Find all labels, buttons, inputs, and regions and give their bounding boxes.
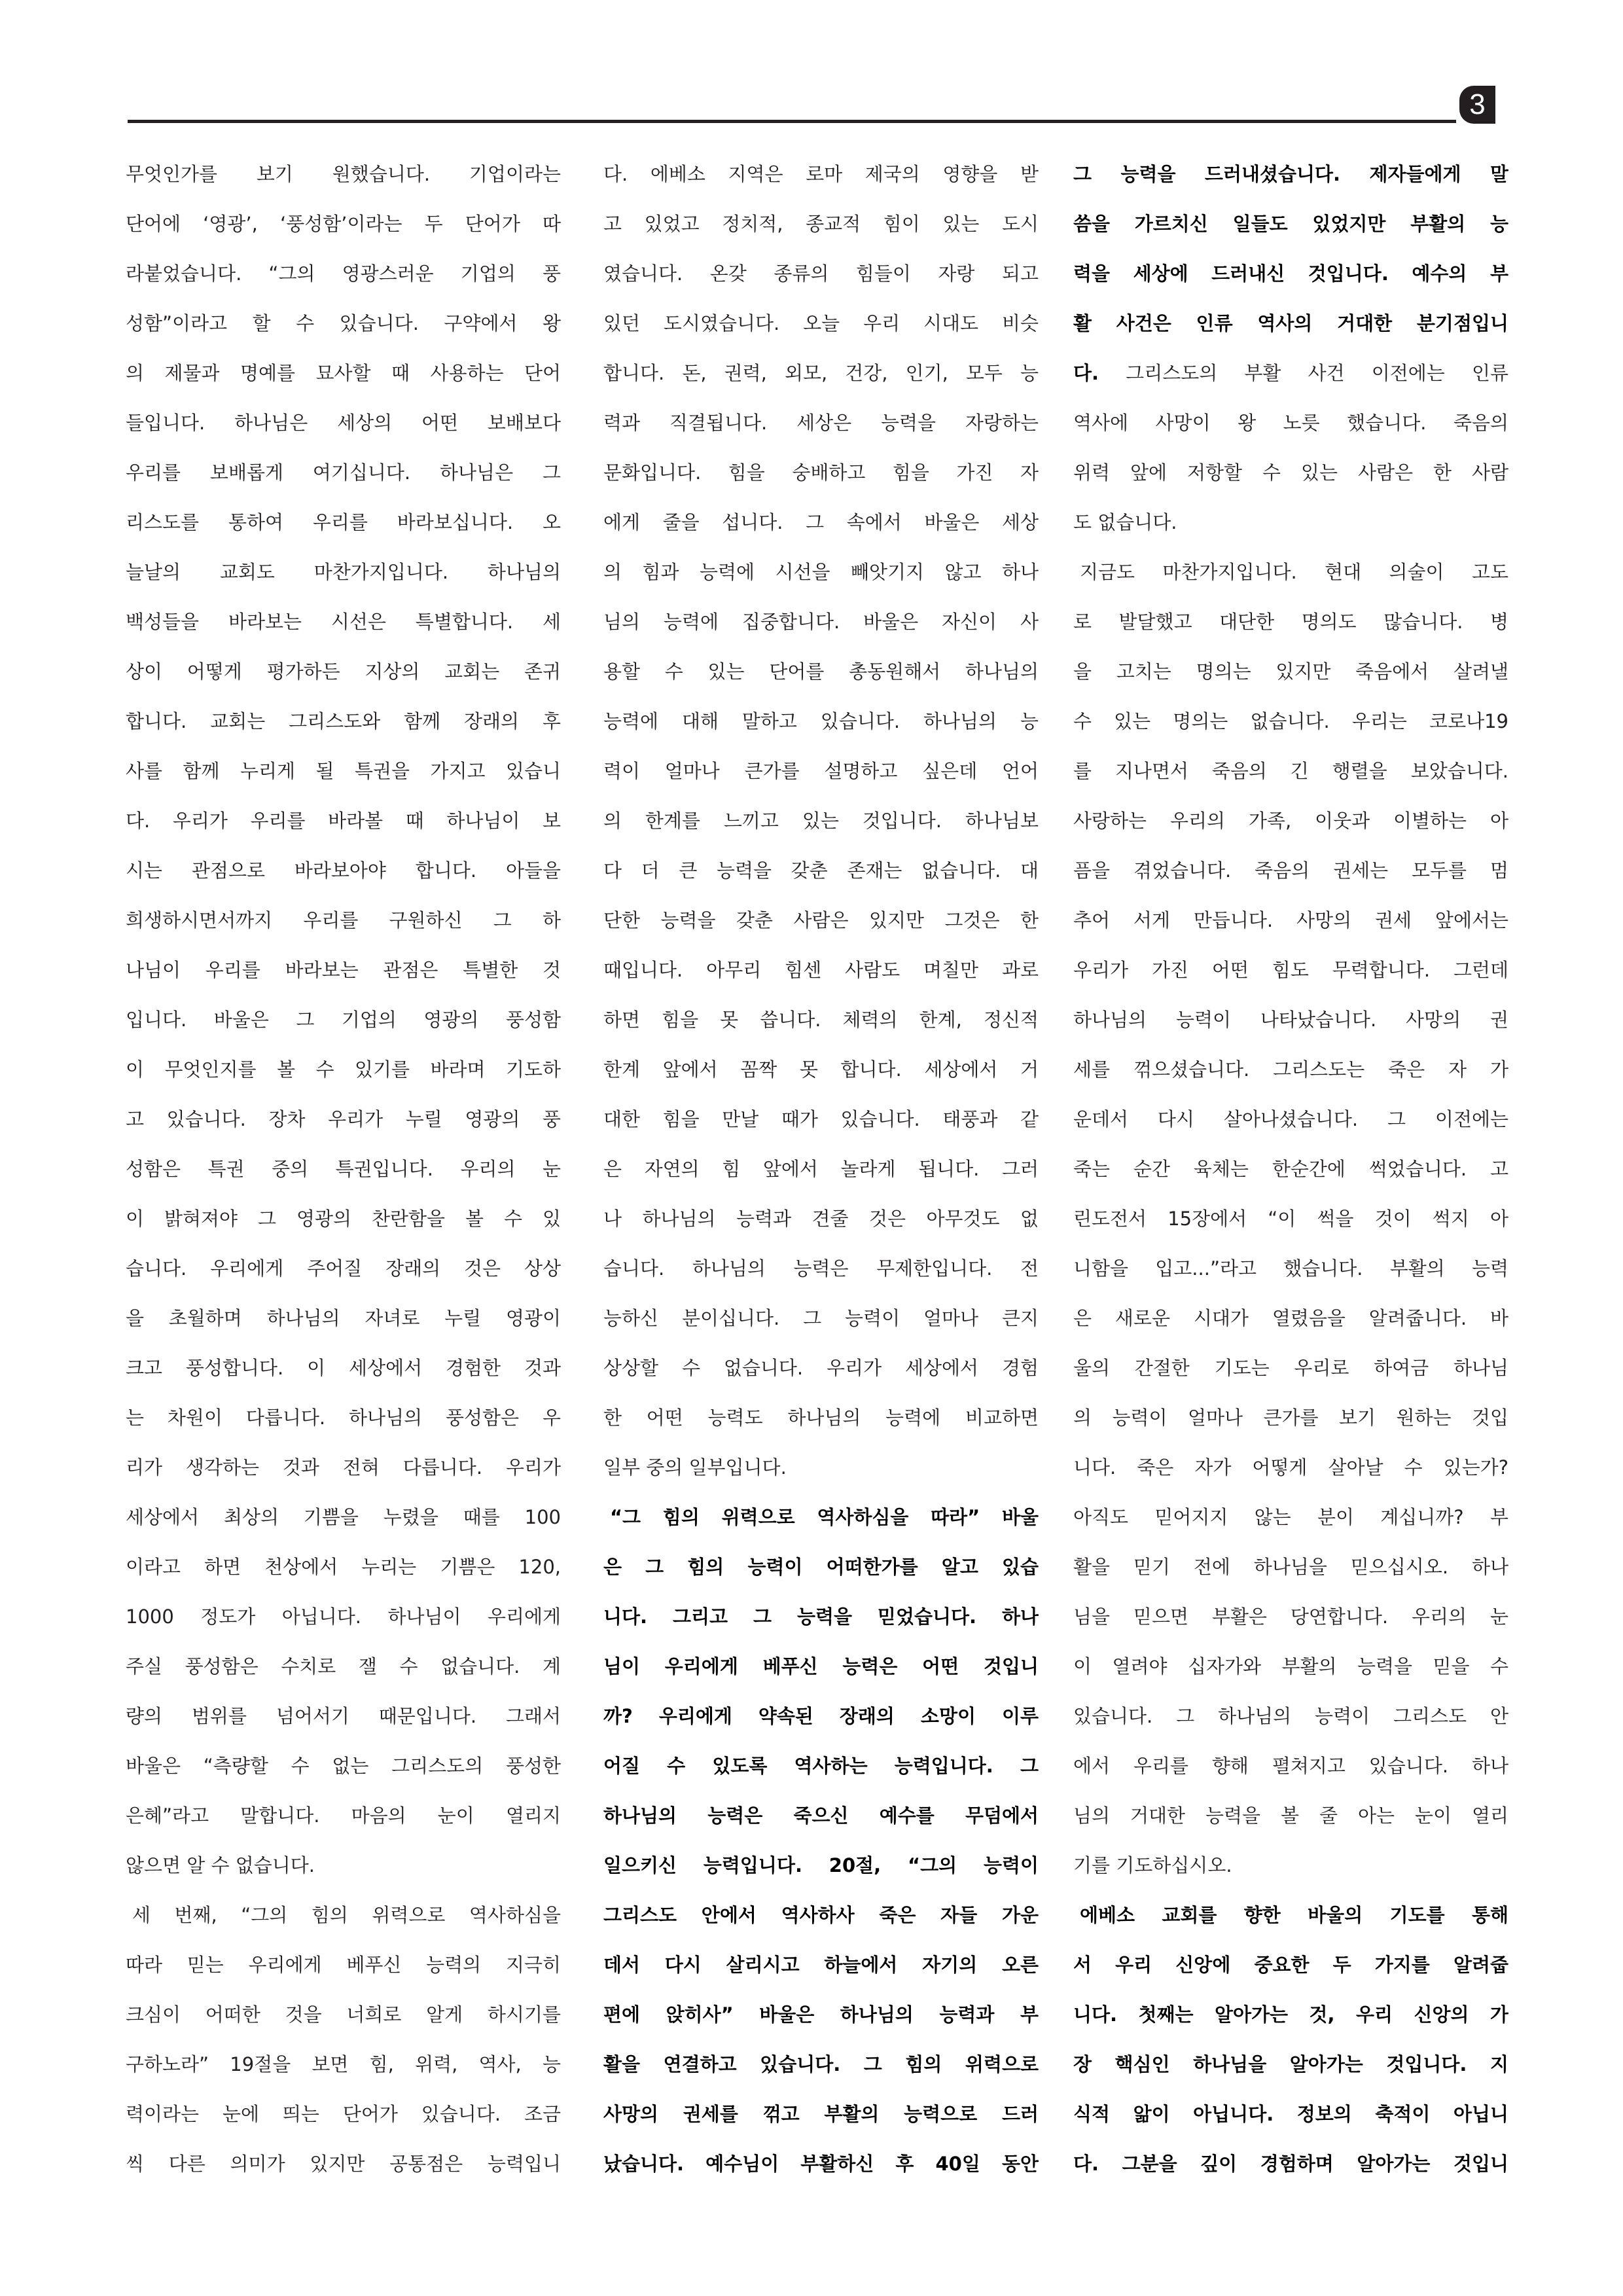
body-text: 세 번째, “그의 힘의 위력으로 역사하심을: [132, 1904, 561, 1926]
text-line: [126, 149, 561, 199]
text-line: [126, 1293, 561, 1343]
bold-text: 어질 수 있도록 역사하는 능력입니다. 그: [603, 1755, 1039, 1777]
body-text: 세상에서 최상의 기쁨을 누렸을 때를 100: [126, 1506, 561, 1528]
body-text: 울의 간절한 기도는 우리로 하여금 하나님: [1073, 1357, 1508, 1379]
text-line: [126, 597, 561, 647]
body-text: 이 열려야 십자가와 부활의 능력을 믿을 수: [1073, 1655, 1508, 1677]
body-text: 그리스도의 부활 사건 이전에는 인류: [1099, 362, 1508, 384]
text-line: [126, 298, 561, 348]
body-text: 니다. 죽은 자가 어떻게 살아날 수 있는가?: [1073, 1456, 1508, 1479]
bold-text: 에베소 교회를 향한 바울의 기도를 통해: [1080, 1904, 1508, 1926]
body-text: 능력에 대해 말하고 있습니다. 하나님의 능: [603, 710, 1039, 732]
body-text: 은 자연의 힘 앞에서 놀라게 됩니다. 그러: [603, 1158, 1039, 1180]
text-line: [126, 1741, 561, 1791]
body-text: 로 발달했고 대단한 명의도 많습니다. 병: [1073, 611, 1508, 633]
text-line: [126, 1343, 561, 1393]
body-text: 사랑하는 우리의 가족, 이웃과 이별하는 아: [1073, 810, 1508, 832]
body-text: 단한 능력을 갖춘 사람은 있지만 그것은 한: [603, 909, 1039, 931]
text-line: [1073, 1244, 1508, 1293]
text-line: [603, 1990, 1039, 2039]
text-line: [126, 1045, 561, 1094]
text-line: [1073, 1741, 1508, 1791]
text-line: [1073, 1840, 1508, 1890]
text-line: [126, 945, 561, 995]
bold-text: 편에 앉히사” 바울은 하나님의 능력과 부: [603, 2003, 1039, 2026]
text-line: [126, 1592, 561, 1641]
page-number-badge: 3: [1459, 86, 1495, 124]
text-line: [603, 348, 1039, 398]
body-text: 수 있는 명의는 없습니다. 우리는 코로나19: [1073, 710, 1508, 732]
body-text: 에게 줄을 섭니다. 그 속에서 바울은 세상: [603, 511, 1039, 533]
bold-text: 났습니다. 예수님이 부활하신 후 40일 동안: [603, 2153, 1039, 2175]
text-line: [603, 1144, 1039, 1194]
body-text: 를 지나면서 죽음의 긴 행렬을 보았습니다.: [1073, 760, 1508, 782]
body-text: 백성들을 바라보는 시선은 특별합니다. 세: [126, 611, 561, 633]
bold-text: 일으키신 능력입니다. 20절, “그의 능력이: [603, 1854, 1039, 1876]
body-text: 고 있습니다. 장차 우리가 누릴 영광의 풍: [126, 1108, 561, 1130]
text-line: [1073, 647, 1508, 696]
text-line: [1073, 1691, 1508, 1741]
body-text: 대한 힘을 만날 때가 있습니다. 태풍과 같: [603, 1108, 1039, 1130]
bold-text: 다. 그분을 깊이 경험하며 알아가는 것입니: [1073, 2153, 1508, 2175]
body-text: 성함은 특권 중의 특권입니다. 우리의 눈: [126, 1158, 561, 1180]
bold-text: 하나님의 능력은 죽으신 예수를 무덤에서: [603, 1804, 1039, 1827]
body-text: 력과 직결됩니다. 세상은 능력을 자랑하는: [603, 412, 1039, 434]
text-line: [1073, 1492, 1508, 1542]
text-line: [1073, 2089, 1508, 2139]
body-text: 구하노라” 19절을 보면 힘, 위력, 역사, 능: [126, 2053, 561, 2075]
body-text: 있습니다. 그 하나님의 능력이 그리스도 안: [1073, 1705, 1508, 1727]
text-line: [603, 1492, 1039, 1542]
body-text: 습니다. 우리에게 주어질 장래의 것은 상상: [126, 1257, 561, 1280]
text-line: [126, 2089, 561, 2139]
text-line: [603, 1542, 1039, 1592]
body-text: 는 차원이 다릅니다. 하나님의 풍성함은 우: [126, 1407, 561, 1429]
text-line: [126, 1144, 561, 1194]
text-line: [603, 796, 1039, 846]
body-text: 위력 앞에 저항할 수 있는 사람은 한 사람: [1073, 461, 1508, 484]
body-text: 의 힘과 능력에 시선을 빼앗기지 않고 하나: [603, 561, 1039, 583]
body-text: 의 한계를 느끼고 있는 것입니다. 하나님보: [603, 810, 1039, 832]
body-text: 상상할 수 없습니다. 우리가 세상에서 경험: [603, 1357, 1039, 1379]
body-text: 고 있었고 정치적, 종교적 힘이 있는 도시: [603, 213, 1039, 235]
text-line: [126, 1244, 561, 1293]
body-text: 이라고 하면 천상에서 누리는 기쁨은 120,: [126, 1556, 561, 1578]
body-text: 주실 풍성함은 수치로 잴 수 없습니다. 계: [126, 1655, 561, 1677]
body-text: 한 어떤 능력도 하나님의 능력에 비교하면: [603, 1407, 1039, 1429]
text-column-1: [126, 149, 561, 2189]
text-line: [1073, 2139, 1508, 2189]
body-text: 합니다. 교회는 그리스도와 함께 장래의 후: [126, 710, 561, 732]
body-text: 역사에 사망이 왕 노릇 했습니다. 죽음의: [1073, 412, 1508, 434]
body-text: 이 무엇인지를 볼 수 있기를 바라며 기도하: [126, 1058, 561, 1081]
body-text: 님의 능력에 집중합니다. 바울은 자신이 사: [603, 611, 1039, 633]
text-line: [1073, 995, 1508, 1045]
body-text: 활을 믿기 전에 하나님을 믿으십시오. 하나: [1073, 1556, 1508, 1578]
text-line: [603, 2039, 1039, 2089]
text-line: [603, 1094, 1039, 1144]
body-text: 은 새로운 시대가 열렸음을 알려줍니다. 바: [1073, 1307, 1508, 1329]
text-line: [603, 448, 1039, 497]
text-line: [126, 348, 561, 398]
body-text: 무엇인가를 보기 원했습니다. 기업이라는: [126, 163, 561, 185]
text-line: [126, 647, 561, 696]
text-line: [126, 448, 561, 497]
text-line: [603, 1194, 1039, 1244]
text-line: [603, 1890, 1039, 1940]
text-line: [1073, 1293, 1508, 1343]
text-line: [1073, 497, 1508, 547]
text-line: [1073, 1094, 1508, 1144]
body-text: 크고 풍성합니다. 이 세상에서 경험한 것과: [126, 1357, 561, 1379]
text-line: [603, 497, 1039, 547]
header-rule: [128, 120, 1456, 123]
bold-text: 다.: [1073, 362, 1099, 384]
body-text: 따라 믿는 우리에게 베푸신 능력의 지극히: [126, 1954, 561, 1976]
text-line: [603, 249, 1039, 298]
text-line: [126, 1890, 561, 1940]
body-text: 시는 관점으로 바라보아야 합니다. 아들을: [126, 859, 561, 882]
bold-text: 그리스도 안에서 역사하사 죽은 자들 가운: [603, 1904, 1039, 1926]
text-line: [1073, 796, 1508, 846]
text-line: [603, 1393, 1039, 1443]
body-text: 용할 수 있는 단어를 총동원해서 하나님의: [603, 660, 1039, 683]
bold-text: “그 힘의 위력으로 역사하심을 따라” 바울: [610, 1506, 1039, 1528]
body-text: 단어에 ‘영광’, ‘풍성함’이라는 두 단어가 따: [126, 213, 561, 235]
text-line: [1073, 1443, 1508, 1492]
text-line: [603, 1244, 1039, 1293]
text-line: [603, 298, 1039, 348]
text-line: [1073, 746, 1508, 796]
text-line: [603, 647, 1039, 696]
bold-text: 니다. 그리고 그 능력을 믿었습니다. 하나: [603, 1605, 1039, 1628]
text-line: [603, 1741, 1039, 1791]
body-text: 있던 도시였습니다. 오늘 우리 시대도 비슷: [603, 312, 1039, 334]
body-text: 다. 에베소 지역은 로마 제국의 영향을 받: [603, 163, 1039, 185]
text-line: [126, 1791, 561, 1840]
bold-text: 서 우리 신앙에 중요한 두 가지를 알려줍: [1073, 1954, 1508, 1976]
body-text: 리가 생각하는 것과 전혀 다릅니다. 우리가: [126, 1456, 561, 1479]
body-text: 리스도를 통하여 우리를 바라보십니다. 오: [126, 511, 561, 533]
body-text: 세를 꺾으셨습니다. 그리스도는 죽은 자 가: [1073, 1058, 1508, 1081]
text-line: [603, 945, 1039, 995]
text-line: [126, 398, 561, 448]
bold-text: 장 핵심인 하나님을 알아가는 것입니다. 지: [1073, 2053, 1508, 2075]
body-text: 의 제물과 명예를 묘사할 때 사용하는 단어: [126, 362, 561, 384]
body-text: 아직도 믿어지지 않는 분이 계십니까? 부: [1073, 1506, 1508, 1528]
text-line: [603, 746, 1039, 796]
body-text: 일부 중의 일부입니다.: [603, 1456, 787, 1479]
text-line: [126, 2139, 561, 2189]
text-line: [126, 846, 561, 895]
body-text: 은혜”라고 말합니다. 마음의 눈이 열리지: [126, 1804, 561, 1827]
text-line: [1073, 846, 1508, 895]
text-line: [1073, 348, 1508, 398]
body-text: 을 고치는 명의는 있지만 죽음에서 살려낼: [1073, 660, 1508, 683]
body-text: 니함을 입고...”라고 했습니다. 부활의 능력: [1073, 1257, 1508, 1280]
body-text: 린도전서 15장에서 “이 썩을 것이 썩지 아: [1073, 1208, 1508, 1230]
text-line: [603, 895, 1039, 945]
bold-text: 은 그 힘의 능력이 어떠한가를 알고 있습: [603, 1556, 1039, 1578]
text-line: [126, 2039, 561, 2089]
body-text: 크심이 어떠한 것을 너희로 알게 하시기를: [126, 2003, 561, 2026]
text-line: [603, 696, 1039, 746]
body-text: 한계 앞에서 꼼짝 못 합니다. 세상에서 거: [603, 1058, 1039, 1081]
text-line: [603, 2089, 1039, 2139]
text-line: [1073, 1393, 1508, 1443]
body-text: 죽는 순간 육체는 한순간에 썩었습니다. 고: [1073, 1158, 1508, 1180]
bold-text: 니다. 첫째는 알아가는 것, 우리 신앙의 가: [1073, 2003, 1508, 2026]
text-line: [1073, 1045, 1508, 1094]
body-text: 상이 어떻게 평가하든 지상의 교회는 존귀: [126, 660, 561, 683]
text-line: [603, 2139, 1039, 2189]
bold-text: 데서 다시 살리시고 하늘에서 자기의 오른: [603, 1954, 1039, 1976]
bold-text: 식적 앎이 아닙니다. 정보의 축적이 아닙니: [1073, 2103, 1508, 2125]
text-line: [126, 1691, 561, 1741]
text-line: [603, 1840, 1039, 1890]
bold-text: 사망의 권세를 꺾고 부활의 능력으로 드러: [603, 2103, 1039, 2125]
text-line: [126, 1840, 561, 1890]
text-line: [603, 1940, 1039, 1990]
body-text: 운데서 다시 살아나셨습니다. 그 이전에는: [1073, 1108, 1508, 1130]
body-text: 1000 정도가 아닙니다. 하나님이 우리에게: [126, 1605, 561, 1628]
text-line: [126, 1492, 561, 1542]
text-line: [1073, 1791, 1508, 1840]
body-text: 다 더 큰 능력을 갖춘 존재는 없습니다. 대: [603, 859, 1039, 882]
bold-text: 력을 세상에 드러내신 것입니다. 예수의 부: [1073, 262, 1508, 285]
body-text: 합니다. 돈, 권력, 외모, 건강, 인기, 모두 능: [603, 362, 1039, 384]
text-line: [1073, 298, 1508, 348]
body-text: 문화입니다. 힘을 숭배하고 힘을 가진 자: [603, 461, 1039, 484]
text-line: [126, 1542, 561, 1592]
text-line: [126, 1393, 561, 1443]
body-text: 습니다. 하나님의 능력은 무제한입니다. 전: [603, 1257, 1039, 1280]
body-text: 기를 기도하십시오.: [1073, 1854, 1232, 1876]
text-line: [603, 1641, 1039, 1691]
text-line: [126, 696, 561, 746]
text-line: [1073, 199, 1508, 249]
body-text: 성함”이라고 할 수 있습니다. 구약에서 왕: [126, 312, 561, 334]
text-line: [1073, 895, 1508, 945]
text-line: [126, 1094, 561, 1144]
body-text: 다. 우리가 우리를 바라볼 때 하나님이 보: [126, 810, 561, 832]
text-line: [1073, 696, 1508, 746]
text-line: [1073, 1890, 1508, 1940]
text-line: [1073, 149, 1508, 199]
text-line: [1073, 398, 1508, 448]
body-text: 추어 서게 만듭니다. 사망의 권세 앞에서는: [1073, 909, 1508, 931]
text-line: [126, 249, 561, 298]
body-text: 늘날의 교회도 마찬가지입니다. 하나님의: [126, 561, 561, 583]
body-text: 나 하나님의 능력과 견줄 것은 아무것도 없: [603, 1208, 1039, 1230]
text-line: [1073, 2039, 1508, 2089]
body-text: 입니다. 바울은 그 기업의 영광의 풍성함: [126, 1009, 561, 1031]
bold-text: 그 능력을 드러내셨습니다. 제자들에게 말: [1073, 163, 1508, 185]
text-line: [1073, 597, 1508, 647]
body-text: 우리를 보배롭게 여기십니다. 하나님은 그: [126, 461, 561, 484]
text-line: [603, 1045, 1039, 1094]
text-line: [126, 1641, 561, 1691]
text-line: [603, 995, 1039, 1045]
text-line: [603, 1592, 1039, 1641]
body-text: 씩 다른 의미가 있지만 공통점은 능력입니: [126, 2153, 561, 2175]
text-line: [603, 149, 1039, 199]
text-line: [126, 497, 561, 547]
body-text: 도 없습니다.: [1073, 511, 1177, 533]
body-text: 였습니다. 온갖 종류의 힘들이 자랑 되고: [603, 262, 1039, 285]
body-text: 이 밝혀져야 그 영광의 찬란함을 볼 수 있: [126, 1208, 561, 1230]
text-line: [603, 1443, 1039, 1492]
body-text: 력이라는 눈에 띄는 단어가 있습니다. 조금: [126, 2103, 561, 2125]
text-column-2: [603, 149, 1039, 2189]
text-line: [1073, 547, 1508, 597]
text-line: [603, 1691, 1039, 1741]
text-line: [126, 1990, 561, 2039]
text-line: [603, 547, 1039, 597]
text-line: [1073, 1940, 1508, 1990]
text-line: [1073, 249, 1508, 298]
text-line: [1073, 1641, 1508, 1691]
body-text: 량의 범위를 넘어서기 때문입니다. 그래서: [126, 1705, 561, 1727]
body-text: 않으면 알 수 없습니다.: [126, 1854, 315, 1876]
text-line: [603, 1343, 1039, 1393]
text-line: [1073, 1144, 1508, 1194]
body-text: 하면 힘을 못 씁니다. 체력의 한계, 정신적: [603, 1009, 1039, 1031]
text-line: [126, 1194, 561, 1244]
text-line: [603, 1293, 1039, 1343]
text-line: [1073, 1343, 1508, 1393]
text-line: [126, 995, 561, 1045]
text-column-3: [1073, 149, 1508, 2189]
text-line: [126, 796, 561, 846]
body-text: 들입니다. 하나님은 세상의 어떤 보배보다: [126, 412, 561, 434]
body-text: 님의 거대한 능력을 볼 줄 아는 눈이 열리: [1073, 1804, 1508, 1827]
text-line: [603, 199, 1039, 249]
text-line: [1073, 448, 1508, 497]
body-text: 나님이 우리를 바라보는 관점은 특별한 것: [126, 959, 561, 981]
text-line: [126, 1443, 561, 1492]
body-text: 희생하시면서까지 우리를 구원하신 그 하: [126, 909, 561, 931]
text-line: [126, 199, 561, 249]
text-line: [603, 597, 1039, 647]
text-line: [603, 1791, 1039, 1840]
text-line: [126, 1940, 561, 1990]
bold-text: 까? 우리에게 약속된 장래의 소망이 이루: [603, 1705, 1039, 1727]
body-text: 픔을 겪었습니다. 죽음의 권세는 모두를 멈: [1073, 859, 1508, 882]
text-line: [1073, 1542, 1508, 1592]
text-line: [126, 746, 561, 796]
bold-text: 님이 우리에게 베푸신 능력은 어떤 것입니: [603, 1655, 1039, 1677]
text-line: [1073, 1592, 1508, 1641]
body-text: 때입니다. 아무리 힘센 사람도 며칠만 과로: [603, 959, 1039, 981]
text-line: [603, 398, 1039, 448]
text-line: [1073, 945, 1508, 995]
text-line: [603, 846, 1039, 895]
body-text: 능하신 분이십니다. 그 능력이 얼마나 큰지: [603, 1307, 1039, 1329]
text-line: [1073, 1990, 1508, 2039]
body-text: 지금도 마찬가지입니다. 현대 의술이 고도: [1080, 561, 1508, 583]
bold-text: 활을 연결하고 있습니다. 그 힘의 위력으로: [603, 2053, 1039, 2075]
body-text: 사를 함께 누리게 될 특권을 가지고 있습니: [126, 760, 561, 782]
body-text: 을 초월하며 하나님의 자녀로 누릴 영광이: [126, 1307, 561, 1329]
bold-text: 활 사건은 인류 역사의 거대한 분기점입니: [1073, 312, 1508, 334]
body-text: 에서 우리를 향해 펼쳐지고 있습니다. 하나: [1073, 1755, 1508, 1777]
body-text: 님을 믿으면 부활은 당연합니다. 우리의 눈: [1073, 1605, 1508, 1628]
body-text: 바울은 “측량할 수 없는 그리스도의 풍성한: [126, 1755, 561, 1777]
body-text: 라붙었습니다. “그의 영광스러운 기업의 풍: [126, 262, 561, 285]
bold-text: 씀을 가르치신 일들도 있었지만 부활의 능: [1073, 213, 1508, 235]
text-line: [1073, 1194, 1508, 1244]
body-text: 의 능력이 얼마나 큰가를 보기 원하는 것입: [1073, 1407, 1508, 1429]
body-text: 하나님의 능력이 나타났습니다. 사망의 권: [1073, 1009, 1508, 1031]
body-text: 우리가 가진 어떤 힘도 무력합니다. 그런데: [1073, 959, 1508, 981]
text-line: [126, 895, 561, 945]
body-text: 력이 얼마나 큰가를 설명하고 싶은데 언어: [603, 760, 1039, 782]
text-line: [126, 547, 561, 597]
